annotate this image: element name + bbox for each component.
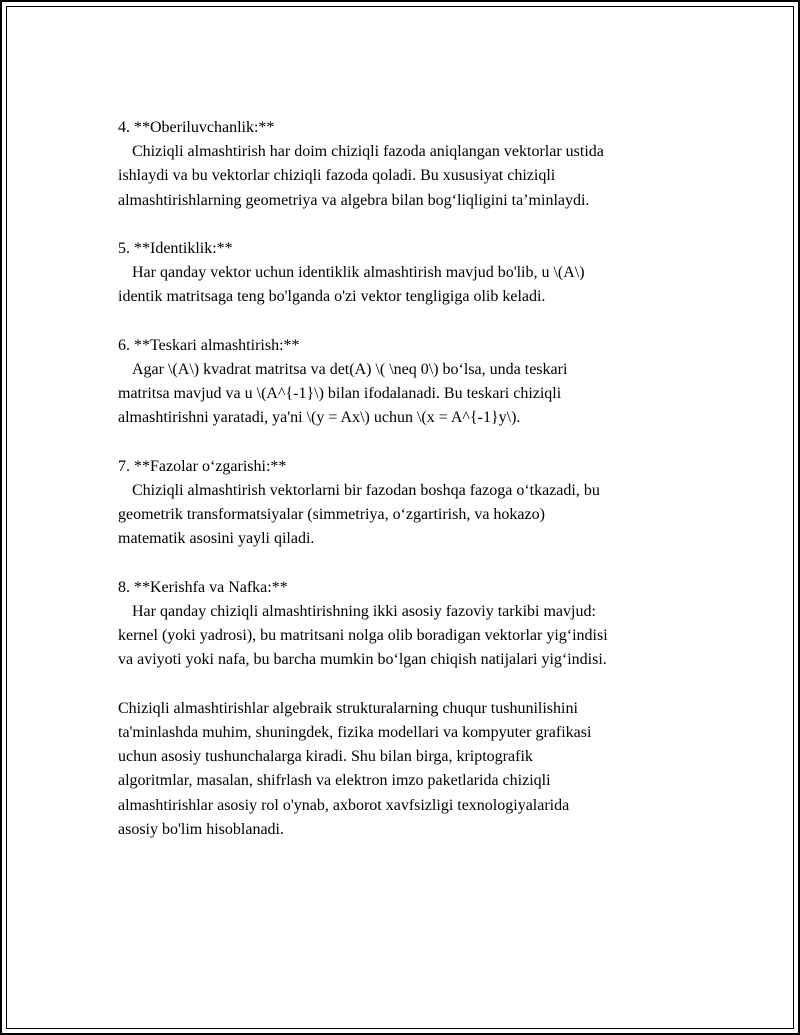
paragraph-line: va aviyoti yoki nafa, bu barcha mumkin bo‘lgan chiqish natijalari yig‘indisi. (118, 651, 607, 669)
paragraph-line: asosiy bo'lim hisoblanadi. (118, 820, 284, 838)
paragraph-line: Chiziqli almashtirish har doim chiziqli fazoda aniqlangan vektorlar ustida (132, 143, 604, 161)
section-kerishfa-va-nafka (118, 576, 698, 673)
paragraph-line: identik matritsaga teng bo'lganda o'zi vektor tengligiga olib keladi. (118, 288, 546, 306)
paragraph-line: almashtirishni yaratadi, ya'ni \(y = Ax\) uchun \(x = A^{-1}y\). (118, 409, 521, 427)
paragraph-line: almashtirishlar asosiy rol o'ynab, axborot xavfsizligi texnologiyalarida (118, 796, 570, 814)
paragraph-line: almashtirishlarning geometriya va algebra bilan bog‘liqligini ta’minlaydi. (118, 191, 590, 209)
paragraph-line: ishlaydi va bu vektorlar chiziqli fazoda qoladi. Bu xususiyat chiziqli (118, 167, 556, 185)
closing-paragraph (118, 697, 698, 842)
section-heading: 6. **Teskari almashtirish:** (118, 336, 300, 354)
paragraph-line: Har qanday chiziqli almashtirishning ikki asosiy fazoviy tarkibi mavjud: (132, 603, 596, 620)
paragraph-line: Har qanday vektor uchun identiklik almashtirish mavjud bo'lib, u \(A\) (132, 264, 585, 282)
section-identiklik (118, 237, 698, 310)
paragraph-line: matematik asosini yayli qiladi. (118, 530, 315, 548)
section-heading: 7. **Fazolar o‘zgarishi:** (118, 457, 287, 475)
section-heading: 4. **Oberiluvchanlik:** (118, 119, 275, 136)
paragraph-line: kernel (yoki yadrosi), bu matritsani nolga olib boradigan vektorlar yig‘indisi (118, 627, 608, 645)
section-heading: 5. **Identiklik:** (118, 240, 233, 257)
paragraph-line: Agar \(A\) kvadrat matritsa va det(A) \( \neq 0\) bo‘lsa, unda teskari (132, 361, 568, 378)
paragraph-line: uchun asosiy tushunchalarga kiradi. Shu bilan birga, kriptografik (118, 748, 533, 766)
paragraph-line: algoritmlar, masalan, shifrlash va elektron imzo paketlarida chiziqli (118, 772, 551, 790)
paragraph-line: geometrik transformatsiyalar (simmetriya, o‘zgartirish, va hokazo) (118, 506, 545, 524)
paragraph-line: Chiziqli almashtirish vektorlarni bir fazodan boshqa fazoga o‘tkazadi, bu (132, 482, 600, 499)
section-oberiluvchanlik (118, 116, 698, 213)
paragraph-line: Chiziqli almashtirishlar algebraik strukturalarning chuqur tushunilishini (118, 699, 578, 717)
section-heading: 8. **Kerishfa va Nafka:** (118, 578, 288, 596)
section-teskari-almashtirish (118, 334, 698, 431)
section-fazolar-ozgarishi (118, 455, 698, 552)
paragraph-line: ta'minlashda muhim, shuningdek, fizika modellari va kompyuter grafikasi (118, 724, 592, 741)
paragraph-line: matritsa mavjud va u \(A^{-1}\) bilan ifodalanadi. Bu teskari chiziqli (118, 385, 562, 403)
document-body (118, 116, 698, 866)
